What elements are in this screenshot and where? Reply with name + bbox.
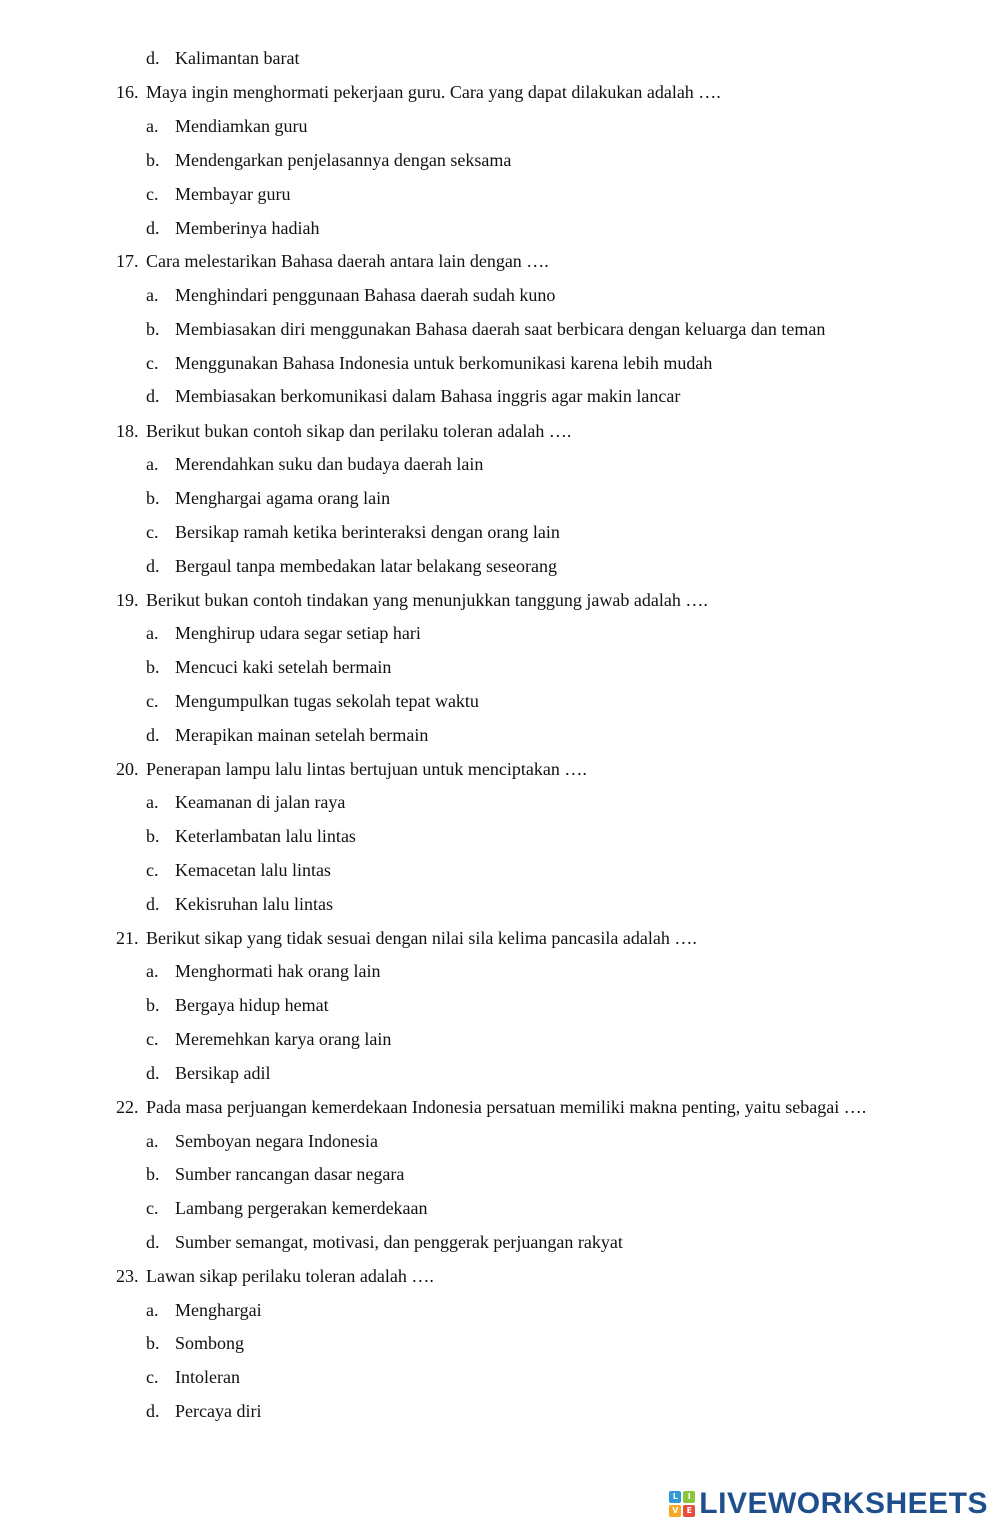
option-text: Percaya diri [175,1401,262,1421]
option-text: Menghirup udara segar setiap hari [175,623,421,643]
question-17 [116,250,549,272]
option-text: Sumber rancangan dasar negara [175,1164,405,1184]
logo-cell: E [683,1505,695,1517]
option-text: Mendiamkan guru [175,116,308,136]
option-letter: a. [146,285,159,305]
option-text: Bergaya hidup hemat [175,995,329,1015]
option-letter: c. [146,1198,159,1218]
option-letter: b. [146,657,160,677]
option-text: Kemacetan lalu lintas [175,860,331,880]
option-text: Sumber semangat, motivasi, dan penggerak perjuangan rakyat [175,1232,623,1252]
question-22 [116,1096,866,1118]
question-text: Maya ingin menghormati pekerjaan guru. Cara yang dapat dilakukan adalah …. [146,82,721,102]
option-text: Merapikan mainan setelah bermain [175,725,429,745]
option-letter: a. [146,454,159,474]
option-letter: d. [146,1401,160,1421]
option-letter: c. [146,691,159,711]
option-text: Intoleran [175,1367,240,1387]
option-letter: a. [146,961,159,981]
question-number: 18. [116,421,139,441]
option-text: Menghargai [175,1300,262,1320]
option-text: Membiasakan berkomunikasi dalam Bahasa inggris agar makin lancar [175,386,681,406]
question-20 [116,758,587,780]
question-text: Lawan sikap perilaku toleran adalah …. [146,1266,434,1286]
liveworksheets-brand[interactable] [669,1488,988,1520]
question-text: Cara melestarikan Bahasa daerah antara lain dengan …. [146,251,549,271]
option-letter: a. [146,623,159,643]
option-letter: a. [146,1131,159,1151]
question-19 [116,589,708,611]
option-letter: b. [146,1333,160,1353]
option-letter: c. [146,184,159,204]
question-number: 17. [116,251,139,271]
question-number: 21. [116,928,139,948]
option-letter: b. [146,995,160,1015]
option-letter: c. [146,1029,159,1049]
option-letter: b. [146,319,160,339]
option-text: Kekisruhan lalu lintas [175,894,333,914]
option-text: Bersikap ramah ketika berinteraksi dengan orang lain [175,522,560,542]
question-number: 20. [116,759,139,779]
option-text: Mencuci kaki setelah bermain [175,657,392,677]
option-letter: a. [146,1300,159,1320]
liveworksheets-wordmark: LIVEWORKSHEETS [699,1487,988,1520]
question-text: Pada masa perjuangan kemerdekaan Indonesia persatuan memiliki makna penting, yaitu sebagai …. [146,1097,867,1117]
question-16 [116,81,721,103]
option-text: Menghargai agama orang lain [175,488,391,508]
option-letter: a. [146,116,159,136]
question-number: 22. [116,1097,139,1117]
option-text: Keterlambatan lalu lintas [175,826,356,846]
option-letter: b. [146,150,160,170]
option-letter: d. [146,725,160,745]
option-text: Menghormati hak orang lain [175,961,381,981]
option-letter: c. [146,522,159,542]
option-letter: d. [146,1063,160,1083]
option-text: Merendahkan suku dan budaya daerah lain [175,454,484,474]
option-text: Kalimantan barat [175,48,300,68]
question-number: 16. [116,82,139,102]
option-text: Mengumpulkan tugas sekolah tepat waktu [175,691,479,711]
option-letter: d. [146,1232,160,1252]
question-18 [116,420,571,442]
option-text: Meremehkan karya orang lain [175,1029,392,1049]
option-letter: b. [146,1164,160,1184]
option-letter: a. [146,792,159,812]
option-letter: d. [146,556,160,576]
option-text: Semboyan negara Indonesia [175,1131,378,1151]
logo-cell: I [683,1491,695,1503]
option-text: Menghindari penggunaan Bahasa daerah sudah kuno [175,285,556,305]
question-23 [116,1265,434,1287]
logo-cell: V [669,1505,681,1517]
option-letter: d. [146,48,160,68]
option-text: Lambang pergerakan kemerdekaan [175,1198,428,1218]
option-letter: d. [146,894,160,914]
option-text: Bersikap adil [175,1063,271,1083]
question-21 [116,927,697,949]
option-letter: d. [146,386,160,406]
option-text: Membiasakan diri menggunakan Bahasa daerah saat berbicara dengan keluarga dan teman [175,319,826,339]
question-text: Penerapan lampu lalu lintas bertujuan untuk menciptakan …. [146,759,587,779]
option-text: Mendengarkan penjelasannya dengan seksama [175,150,512,170]
option-text: Bergaul tanpa membedakan latar belakang seseorang [175,556,558,576]
option-text: Membayar guru [175,184,291,204]
option-text: Sombong [175,1333,245,1353]
option-letter: d. [146,218,160,238]
option-letter: c. [146,353,159,373]
logo-cell: L [669,1491,681,1503]
option-text: Memberinya hadiah [175,218,320,238]
option-letter: c. [146,860,159,880]
option-text: Menggunakan Bahasa Indonesia untuk berkomunikasi karena lebih mudah [175,353,713,373]
option-letter: b. [146,826,160,846]
question-number: 23. [116,1266,139,1286]
question-text: Berikut sikap yang tidak sesuai dengan nilai sila kelima pancasila adalah …. [146,928,697,948]
option-letter: c. [146,1367,159,1387]
liveworksheets-logo-icon [669,1491,695,1517]
question-number: 19. [116,590,139,610]
option-text: Keamanan di jalan raya [175,792,346,812]
question-text: Berikut bukan contoh tindakan yang menunjukkan tanggung jawab adalah …. [146,590,708,610]
question-text: Berikut bukan contoh sikap dan perilaku toleran adalah …. [146,421,572,441]
option-letter: b. [146,488,160,508]
